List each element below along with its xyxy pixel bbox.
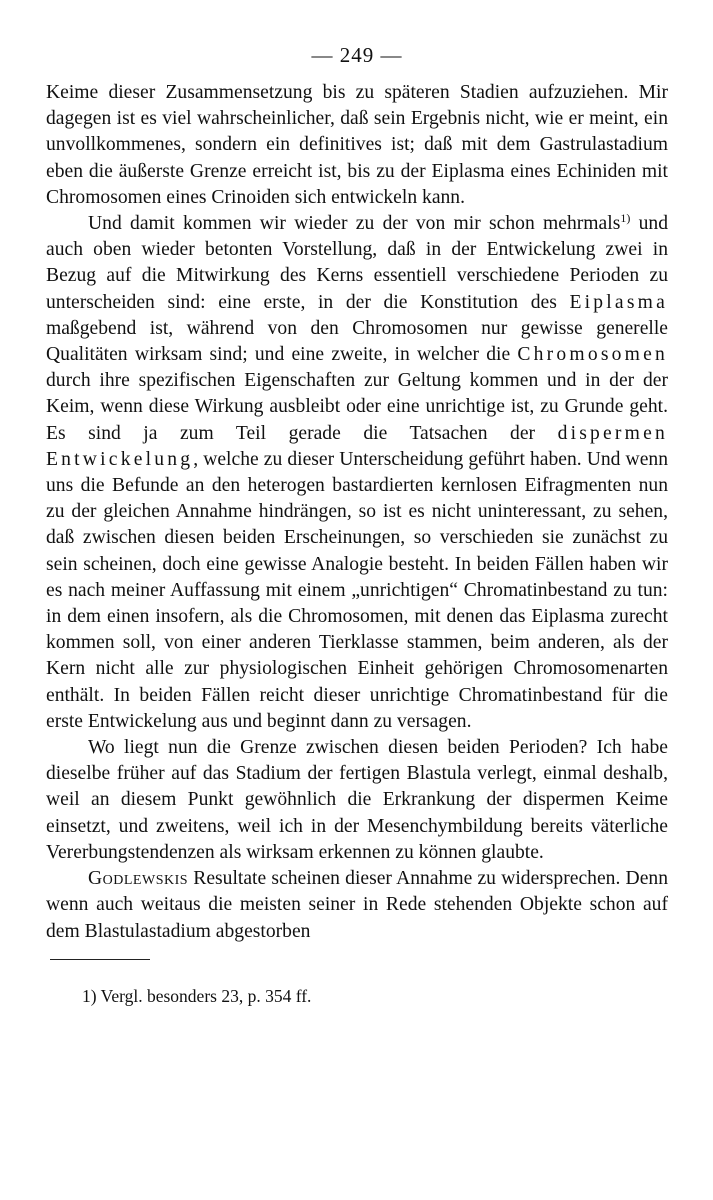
paragraph-4	[46, 866, 668, 945]
emphasis-eiplasma: Eiplasma	[569, 291, 668, 313]
author-name-godlewski: Godlewskis	[88, 868, 189, 890]
paragraph-4-text: Resultate scheinen dieser Annahme zu widersprechen. Denn wenn auch weitaus die meisten seiner in Rede stehenden Objekte schon auf dem Blastulastadium abgestorben	[46, 868, 668, 942]
paragraph-2-text: Und damit kommen wir wieder zu der von mir schon mehrmals	[88, 213, 621, 235]
emphasis-dispermen-entwickelung: dispermen Entwickelung	[46, 422, 668, 470]
footnote-divider	[50, 959, 150, 960]
paragraph-1: Keime dieser Zusammensetzung bis zu späteren Stadien aufzuziehen. Mir dagegen ist es viel wahrscheinlicher, daß sein Ergebnis nicht, wie er meint, ein unvollkommenes, sondern ein definitives ist; daß mit dem Gastrulastadium eben die äußerste Grenze erreicht ist, bis zu der Eiplasma eines Echiniden mit Chromosomen eines Crinoiden sich entwickeln kann.	[46, 82, 668, 208]
emphasis-chromosomen: Chromosomen	[517, 344, 668, 366]
paragraph-2-text: maßgebend ist, während von den Chromosomen nur gewisse generelle Qualitäten wirksam sind; und eine zweite, in welcher die	[46, 317, 668, 366]
footnote: 1) Vergl. besonders 23, p. 354 ff.	[82, 985, 312, 1006]
footnote-marker: 1)	[620, 211, 631, 226]
paragraph-3: Wo liegt nun die Grenze zwischen diesen beiden Perioden? Ich habe dieselbe früher auf das Stadium der fertigen Blastula verlegt, einmal deshalb, weil an diesem Punkt gewöhnlich die Erkrankung der dispermen Keime einsetzt, und zweitens, weil ich in der Mesenchymbildung bereits väterliche Vererbungstendenzen als wirksam erkennen zu können glaubte.	[46, 737, 668, 863]
page-number: — 249 —	[311, 43, 403, 67]
paragraph-2-text: durch ihre spezifischen Eigenschaften zur Geltung kommen und in der der Keim, wenn diese Wirkung ausbleibt oder eine unrichtige ist, zu Grunde geht. Es sind ja zum Teil gerade die Tatsachen der	[46, 370, 668, 444]
paragraph-2	[46, 211, 668, 735]
book-page	[46, 40, 668, 1008]
paragraph-2-text: , welche zu dieser Unterscheidung geführt haben. Und wenn uns die Befunde an den heterogen bastardierten kernlosen Eifragmenten nun zu der gleichen Annahme hindrängen, so ist es nicht uninteressant, zu sehen, daß zwischen diesen beiden Erscheinungen, so verschieden sie zunächst zu sein scheinen, doch eine gewisse Analogie besteht. In beiden Fällen haben wir es nach meiner Auffassung mit einem „unrichtigen“ Chromatinbestand zu tun: in dem einen insofern, als die Chromosomen, mit denen das Eiplasma zurecht kommen soll, von einer anderen Tierklasse stammen, beim anderen, als der Kern nicht alle zur physiologischen Einheit gehörigen Chromosomenarten enthält. In beiden Fällen reicht dieser unrichtige Chromatinbestand für die erste Entwickelung aus und beginnt dann zu versagen.	[46, 448, 668, 732]
paragraph-2-text: und auch oben wieder betonten Vorstellung, daß in der Entwickelung zwei in Bezug auf die Mitwirkung des Kerns essentiell verschiedene Perioden zu unterscheiden sind: eine erste, in der die Konstitution des	[46, 213, 669, 313]
